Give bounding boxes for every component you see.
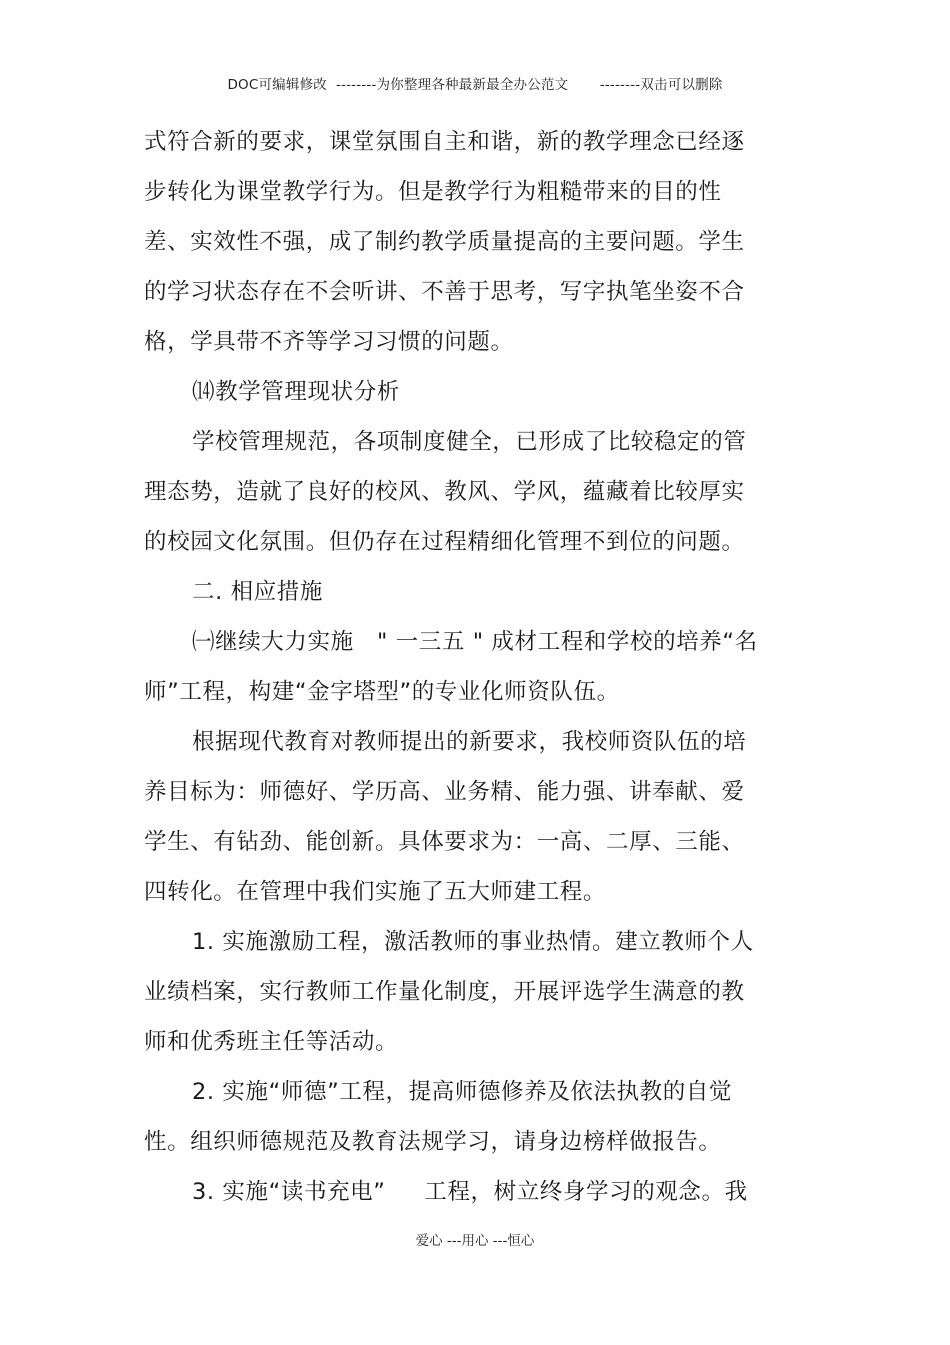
- page-header: DOC可编辑修改 --------为你整理各种最新最全办公范文 --------双击可以删除: [227, 77, 723, 93]
- document-body: [144, 125, 784, 1225]
- text-line: 四转化。在管理中我们实施了五大师建工程。: [144, 879, 607, 905]
- text-line: 差、实效性不强，成了制约教学质量提高的主要问题。学生: [144, 229, 745, 255]
- text-line: 式符合新的要求，课堂氛围自主和谐，新的教学理念已经逐: [144, 129, 745, 155]
- section-heading: 二. 相应措施: [192, 579, 324, 605]
- text-line: 步转化为课堂教学行为。但是教学行为粗糙带来的目的性: [144, 179, 722, 205]
- text-line: 师和优秀班主任等活动。: [144, 1029, 399, 1055]
- list-item: 2. 实施“师德”工程，提高师德修养及依法执教的自觉: [192, 1079, 733, 1105]
- page-footer: 爱心 ---用心 ---恒心: [415, 1233, 535, 1249]
- text-line: 理态势，造就了良好的校风、教风、学风，蕴藏着比较厚实: [144, 479, 745, 505]
- list-item: 1. 实施激励工程，激活教师的事业热情。建立教师个人: [192, 929, 754, 955]
- text-line: 的学习状态存在不会听讲、不善于思考，写字执笔坐姿不合: [144, 279, 745, 305]
- text-line: 师”工程，构建“金字塔型”的专业化师资队伍。: [144, 679, 620, 705]
- section-heading: ⒁教学管理现状分析: [192, 379, 400, 405]
- subsection-heading: ㈠继续大力实施 " 一三五 " 成材工程和学校的培养“名: [192, 629, 758, 655]
- text-line: 根据现代教育对教师提出的新要求，我校师资队伍的培: [192, 729, 747, 755]
- text-line: 格，学具带不齐等学习习惯的问题。: [144, 329, 514, 355]
- text-line: 业绩档案，实行教师工作量化制度，开展评选学生满意的教: [144, 979, 745, 1005]
- text-line: 性。组织师德规范及教育法规学习，请身边榜样做报告。: [144, 1129, 722, 1155]
- text-line: 的校园文化氛围。但仍存在过程精细化管理不到位的问题。: [144, 529, 745, 555]
- text-line: 学校管理规范，各项制度健全，已形成了比较稳定的管: [192, 429, 747, 455]
- list-item: 3. 实施“读书充电” 工程，树立终身学习的观念。我: [192, 1179, 748, 1205]
- text-line: 养目标为：师德好、学历高、业务精、能力强、讲奉献、爱: [144, 779, 745, 805]
- text-line: 学生、有钻劲、能创新。具体要求为：一高、二厚、三能、: [144, 829, 745, 855]
